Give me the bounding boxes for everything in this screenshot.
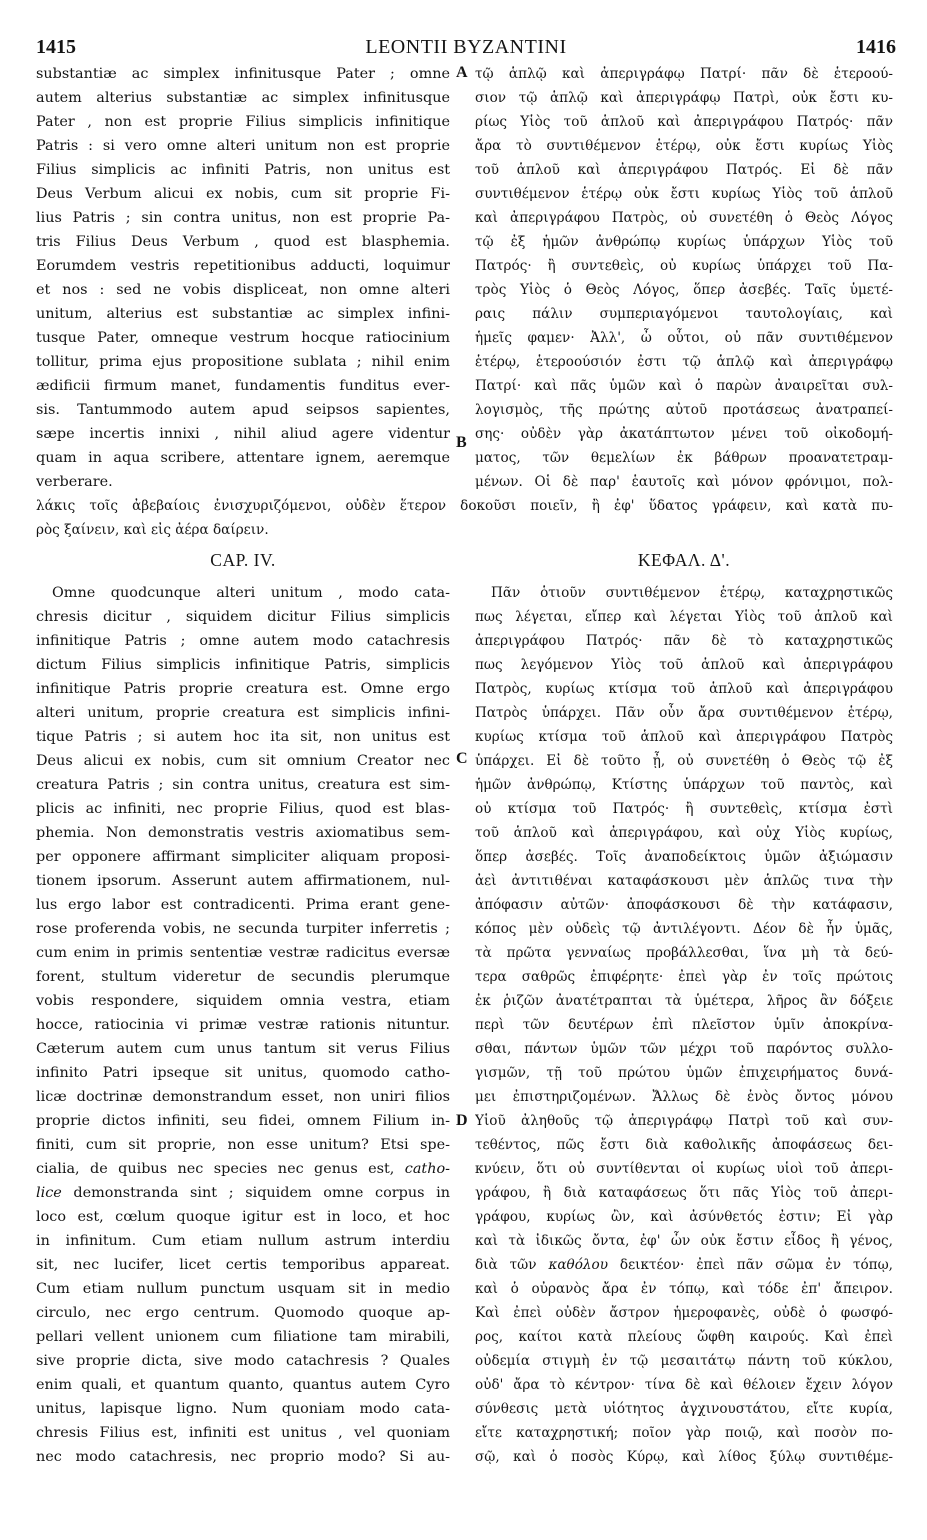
text-line: πως λέγεται, εἴπερ καὶ λέγεται Υἱὸς τοῦ ἁπλοῦ καὶ <box>475 609 893 625</box>
text-line: ρὸς ξαίνειν, καὶ εἰς ἀέρα δαίρειν. <box>36 522 269 538</box>
text-line: γράφου, κυρίως ὢν, καὶ ἀσύνθετός ἐστιν; Εἰ γὰρ <box>475 1209 893 1225</box>
text-line: sive proprie dicta, sive modo catachresis ? Quales <box>36 1353 450 1369</box>
text-line: Πατρός· ἢ συντεθεὶς, οὐ κυρίως ὑπάρχει τοῦ Πα- <box>475 258 893 274</box>
text-line: et nos : sed ne vobis displiceat, non omne alteri <box>36 282 450 298</box>
text-line: finiti, cum sit proprie, non esse unitum? Etsi spe- <box>36 1137 450 1153</box>
text-line: ἀεὶ ἀντιτιθέναι καταφάσκουσι μὲν ἁπλῶς τινα τὴν <box>475 873 893 889</box>
text-line: Pater , non est proprie Filius simplicis infinitique <box>36 114 450 130</box>
page-number-left: 1415 <box>36 36 76 58</box>
text-line: nec modo catachresis, nec proprio modo? Si au- <box>36 1449 450 1465</box>
text-line: ὅπερ ἀσεβές. Τοῖς ἀναποδείκτοις ὑμῶν ἀξιώμασιν <box>475 849 893 865</box>
text-line: substantiæ ac simplex infinitusque Pater ; omne <box>36 66 450 82</box>
text-line: οὐδεμία στιγμὴ ἐν τῷ μεσαιτάτῳ πάντη τοῦ κύκλου, <box>475 1353 893 1369</box>
text-line: ματος, τῶν θεμελίων ἐκ βάθρων προανατετραμ- <box>475 450 893 466</box>
text-line: ἑτέρῳ, ἑτεροούσιόν ἐστι τῷ ἁπλῷ καὶ ἀπεριγράφῳ <box>475 354 893 370</box>
text-line: quam in aqua scribere, attentare ignem, aeremque <box>36 450 450 466</box>
text-line: infinitique Patris proprie creatura est. Omne ergo <box>36 681 450 697</box>
text-line: ædificii firmum manet, fundamentis funditus ever- <box>36 378 450 394</box>
text-line: περὶ τῶν δευτέρων ἐπὶ πλεῖστον ὑμῖν ἀποκρίνα- <box>475 1017 893 1033</box>
text-line: chresis dicitur , siquidem dicitur Filius simplicis <box>36 609 450 625</box>
text-line: ἐκ ῥιζῶν ἀνατέτραπται τὰ ὑμέτερα, λῆρος ἂν δόξειε <box>475 993 893 1009</box>
text-line: autem alterius substantiæ ac simplex infinitusque <box>36 90 450 106</box>
text-line: circulo, nec ergo centrum. Quomodo quoque ap- <box>36 1305 450 1321</box>
text-line: licæ doctrinæ demonstrandum esset, non uniri filios <box>36 1089 450 1105</box>
latin-column-bottom <box>36 581 450 1469</box>
text-line: οὐδ' ἄρα τὸ κέντρον· τίνα δὲ καὶ θέλοιεν ἔχειν λόγον <box>475 1377 893 1393</box>
text-line: τὰ πρῶτα γενναίως προβάλλεσθαι, ἵνα μὴ τὰ δεύ- <box>475 945 893 961</box>
text-line: Πατρὸς, κυρίως κτίσμα τοῦ ἁπλοῦ καὶ ἀπεριγράφου <box>475 681 893 697</box>
text-line: cum enim in primis sententiæ vestræ radicitus eversæ <box>36 945 450 961</box>
text-line: καὶ ὁ οὐρανὸς ἄρα ἐν τόπῳ, καὶ τόδε ἐπ' ἄπειρον. <box>475 1281 893 1297</box>
chapter-heading-greek: ΚΕΦΑΛ. Δ'. <box>637 550 731 570</box>
text-line: εἴτε καταχρηστική; ποῖον γὰρ ποιῷ, καὶ ποσὸν πο- <box>475 1425 893 1441</box>
text-line: lus ergo labor est contradicenti. Prima erant gene- <box>36 897 450 913</box>
italic-word: lice <box>36 1185 62 1201</box>
text-line: plicis ac infiniti, nec proprie Filius, quod est blas- <box>36 801 450 817</box>
text-line: unitus, lapisque ligno. Num quoniam modo cata- <box>36 1401 450 1417</box>
text-line: tollitur, prima ejus propositione sublata ; nihil enim <box>36 354 450 370</box>
text-line: σύνθεσις μετὰ υἱότητος ἀγχινουστάτου, εἴτε κυρία, <box>475 1401 893 1417</box>
text-line: tusque Pater, omneque vestrum hocque ratiocinium <box>36 330 450 346</box>
text-line: καὶ τὰ ἰδικῶς ὄντα, ἐφ' ὧν οὐκ ἔστιν εἶδος ἢ γένος, <box>475 1233 893 1249</box>
text-line: κνύειν, ὅτι οὐ συντίθενται οἱ κυρίως υἱοὶ τοῦ ἀπερι- <box>475 1161 893 1177</box>
margin-marker-a: A <box>456 64 468 81</box>
text-line: tionem ipsorum. Asserunt autem affirmationem, nul- <box>36 873 450 889</box>
text-line: chresis Filius est, infiniti est unitus , vel quoniam <box>36 1425 450 1441</box>
text-line: τερα σαθρῶς ἐπιφέρητε· ἐπεὶ γὰρ ἐν τοῖς πρώτοις <box>475 969 893 985</box>
margin-marker-b: B <box>456 434 467 451</box>
text-line: Καὶ ἐπεὶ οὐδὲν ἄστρον ἡμεροφανὲς, οὐδὲ ὁ φωσφό- <box>475 1305 893 1321</box>
text-line: infinitique Patris ; omne autem modo catachresis <box>36 633 450 649</box>
page-header <box>36 36 896 62</box>
text-line: τῷ ἐξ ἡμῶν ἀνθρώπῳ κυρίως ὑπάρχων Υἱὸς τοῦ <box>475 234 893 250</box>
text-line: enim quali, et quantum quanto, quantus autem Cyro <box>36 1377 450 1393</box>
text-line: pellari vellent unionem cum filiatione tam mirabili, <box>36 1329 450 1345</box>
text-line: hocce, ratiocinia vi primæ vestræ rationis nituntur. <box>36 1017 450 1033</box>
text-line: γισμῶν, τῇ τοῦ πρώτου ὑμῶν ἐπιχειρήματος δυνά- <box>475 1065 893 1081</box>
text-line: alteri unitum, proprie creatura est simplicis infini- <box>36 705 450 721</box>
text-line: ραις πάλιν συμπεριαγόμενοι ταυτολογίαις, καὶ <box>475 306 893 322</box>
text-line: ἄρα τὸ συντιθέμενον ἑτέρῳ, οὐκ ἔστι κυρίως Υἱὸς <box>475 138 893 154</box>
text-line: sis. Tantummodo autem apud seipsos sapientes, <box>36 402 450 418</box>
text-line: σθαι, πάντων ὑμῶν τῶν μέχρι τοῦ παρόντος συλλο- <box>475 1041 893 1057</box>
text-line: loco est, cœlum quoque igitur est in loco, et hoc <box>36 1209 450 1225</box>
text-line: καὶ ἀπεριγράφου Πατρὸς, οὐ συνετέθη ὁ Θεὸς Λόγος <box>475 210 893 226</box>
text-line: ἀπόφασιν αὐτῶν· ἀποφάσκουσι δὲ τὴν κατάφασιν, <box>475 897 893 913</box>
running-title: LEONTII BYZANTINI <box>365 36 567 58</box>
text-line: Deus alicui ex nobis, cum sit omnium Creator nec <box>36 753 450 769</box>
page-number-right: 1416 <box>856 36 896 58</box>
text-line: τεθέντος, πῶς ἔστι διὰ καθολικῆς ἀποφάσεως δει- <box>475 1137 893 1153</box>
margin-marker-d: D <box>456 1112 468 1129</box>
text-line: verberare. <box>36 474 113 490</box>
text-line: rose proferenda vobis, ne secunda turpiter inferretis ; <box>36 921 450 937</box>
italic-word: καθόλου <box>548 1257 608 1273</box>
text-line: ἀπεριγράφου Πατρός· πᾶν δὲ τὸ καταχρηστικῶς <box>475 633 893 649</box>
text-line: τρὸς Υἱὸς ὁ Θεὸς Λόγος, ὅπερ ἀσεβές. Ταῖς ὑμετέ- <box>475 282 893 298</box>
text-line: σιον τῷ ἁπλῷ καὶ ἀπεριγράφῳ Πατρὶ, οὐκ ἔστι κυ- <box>475 90 893 106</box>
text-line: λάκις τοῖς ἀβεβαίοις ἐνισχυριζόμενοι, οὐδὲν ἕτερον δοκοῦσι ποιεῖν, ἢ ἐφ' ὕδατος γράφειν, καὶ κατὰ πυ- <box>36 498 893 514</box>
text-line: lius Patris ; sin contra unitus, non est proprie Pa- <box>36 210 450 226</box>
text-line: ὑπάρχει. Εἰ δὲ τοῦτο ᾖ, οὐ συνετέθη ὁ Θεὸς τῷ ἐξ <box>475 753 893 769</box>
text-line: infinito Patri ipseque sit unitus, quomodo catho- <box>36 1065 450 1081</box>
chapter-heading-latin: CAP. IV. <box>210 550 276 570</box>
text-line: τοῦ ἁπλοῦ καὶ ἀπεριγράφου Πατρός. Εἰ δὲ πᾶν <box>475 162 893 178</box>
text-line: Filius simplicis ac infiniti Patris, non unitus est <box>36 162 450 178</box>
text-line: οὐ κτίσμα τοῦ Πατρός· ἢ συντεθεὶς, κτίσμα ἐστὶ <box>475 801 893 817</box>
greek-column-top <box>475 62 893 494</box>
text-line: lice demonstranda sint ; siquidem omne corpus in <box>36 1185 450 1201</box>
text-line: Eorumdem vestris repetitionibus adducti, loquimur <box>36 258 450 274</box>
text-line: Υἱοῦ ἀληθοῦς τῷ ἀπεριγράφῳ Πατρὶ τοῦ καὶ συν- <box>475 1113 893 1129</box>
text-line: forent, stultum videretur de secundis plerumque <box>36 969 450 985</box>
text-line: tris Filius Deus Verbum , quod est blasphemia. <box>36 234 450 250</box>
text-line: sit, nec lucifer, licet certis temporibus appareat. <box>36 1257 450 1273</box>
latin-column-top <box>36 62 450 494</box>
text-line: Πατρί· καὶ πᾶς ὑμῶν καὶ ὁ παρὼν ἀναιρεῖται συλ- <box>475 378 893 394</box>
text-line: Deus Verbum alicui ex nobis, cum sit proprie Fi- <box>36 186 450 202</box>
italic-word: catho- <box>404 1161 450 1177</box>
text-line: τοῦ ἁπλοῦ καὶ ἀπεριγράφου, καὶ οὐχ Υἱὸς κυρίως, <box>475 825 893 841</box>
text-line: Πατρὸς ὑπάρχει. Πᾶν οὖν ἄρα συντιθέμενον ἑτέρῳ, <box>475 705 893 721</box>
text-line: σῷ, καὶ ὁ ποσὸς Κύρῳ, καὶ λίθος ξύλῳ συντιθέμε- <box>475 1449 893 1465</box>
text-line: συντιθέμενον ἑτέρῳ οὐκ ἔστι κυρίως Υἱὸς τοῦ ἁπλοῦ <box>475 186 893 202</box>
text-line: Cæterum autem cum unus tantum sit verus Filius <box>36 1041 450 1057</box>
text-line: μει ἐπιστηριζομένων. Ἄλλως δὲ ἑνὸς ὄντος μόνου <box>475 1089 893 1105</box>
text-line: κόπος μὲν οὐδεὶς τῷ ἀντιλέγοντι. Δέον δὲ ἦν ὑμᾶς, <box>475 921 893 937</box>
text-line: Πᾶν ὁτιοῦν συντιθέμενον ἑτέρῳ, καταχρηστικῶς <box>491 585 893 601</box>
text-line: Omne quodcunque alteri unitum , modo cata- <box>52 585 450 601</box>
text-line: in infinitum. Cum etiam nullum astrum interdiu <box>36 1233 450 1249</box>
text-line: πως λεγόμενον Υἱὸς τοῦ ἁπλοῦ καὶ ἀπεριγράφου <box>475 657 893 673</box>
text-line: κυρίως κτίσμα τοῦ ἁπλοῦ καὶ ἀπεριγράφου Πατρὸς <box>475 729 893 745</box>
text-line: sæpe incertis innixi , nihil aliud agere videntur <box>36 426 450 442</box>
text-line: ρίως Υἱὸς τοῦ ἁπλοῦ καὶ ἀπεριγράφου Πατρός· πᾶν <box>475 114 893 130</box>
text-line: unitum, alterius est substantiæ ac simplex infini- <box>36 306 450 322</box>
text-line: Patris : si vero omne alteri unitum non est proprie <box>36 138 450 154</box>
text-line: per opponere affirmant simpliciter aliquam proposi- <box>36 849 450 865</box>
margin-marker-c: C <box>456 750 468 767</box>
text-line: dictum Filius simplicis infinitique Patris, simplicis <box>36 657 450 673</box>
greek-continuation-fullwidth <box>36 494 893 542</box>
text-line: ἡμεῖς φαμεν· Ἀλλ', ὦ οὗτοι, οὐ πᾶν συντιθέμενον <box>475 330 893 346</box>
text-line: διὰ τῶν καθόλου δεικτέον· ἐπεὶ πᾶν σῶμα ἐν τόπῳ, <box>475 1257 893 1273</box>
greek-column-bottom <box>475 581 893 1469</box>
text-line: tique Patris ; si autem hoc ita sit, non unitus est <box>36 729 450 745</box>
text-line: ρος, καίτοι κατὰ πλείους ὤφθη καιρούς. Καὶ ἐπεὶ <box>475 1329 893 1345</box>
text-line: ἡμῶν ἀνθρώπῳ, Κτίστης ὑπάρχων τοῦ παντὸς, καὶ <box>475 777 893 793</box>
text-line: cialia, de quibus nec species nec genus est, catho- <box>36 1161 450 1177</box>
text-line: vobis respondere, siquidem omnia vestra, etiam <box>36 993 450 1009</box>
text-line: τῷ ἁπλῷ καὶ ἀπεριγράφῳ Πατρί· πᾶν δὲ ἑτεροού- <box>475 66 893 82</box>
text-line: λογισμὸς, τῆς πρώτης αὐτοῦ προτάσεως ἀνατραπεί- <box>475 402 893 418</box>
text-line: creatura Patris ; sin contra unitus, creatura est sim- <box>36 777 450 793</box>
text-line: Cum etiam nullum punctum usquam sit in medio <box>36 1281 450 1297</box>
text-line: σης· οὐδὲν γὰρ ἀκατάπτωτον μένει τοῦ οἰκοδομή- <box>475 426 893 442</box>
text-line: proprie dictos infiniti, seu fidei, omnem Filium in- <box>36 1113 450 1129</box>
text-line: γράφου, ἢ διὰ καταφάσεως ὅτι πᾶς Υἱὸς τοῦ ἀπερι- <box>475 1185 893 1201</box>
text-line: phemia. Non demonstratis vestris axiomatibus sem- <box>36 825 450 841</box>
text-line: μένων. Οἱ δὲ παρ' ἑαυτοῖς καὶ μόνον φρόνιμοι, πολ- <box>475 474 893 490</box>
